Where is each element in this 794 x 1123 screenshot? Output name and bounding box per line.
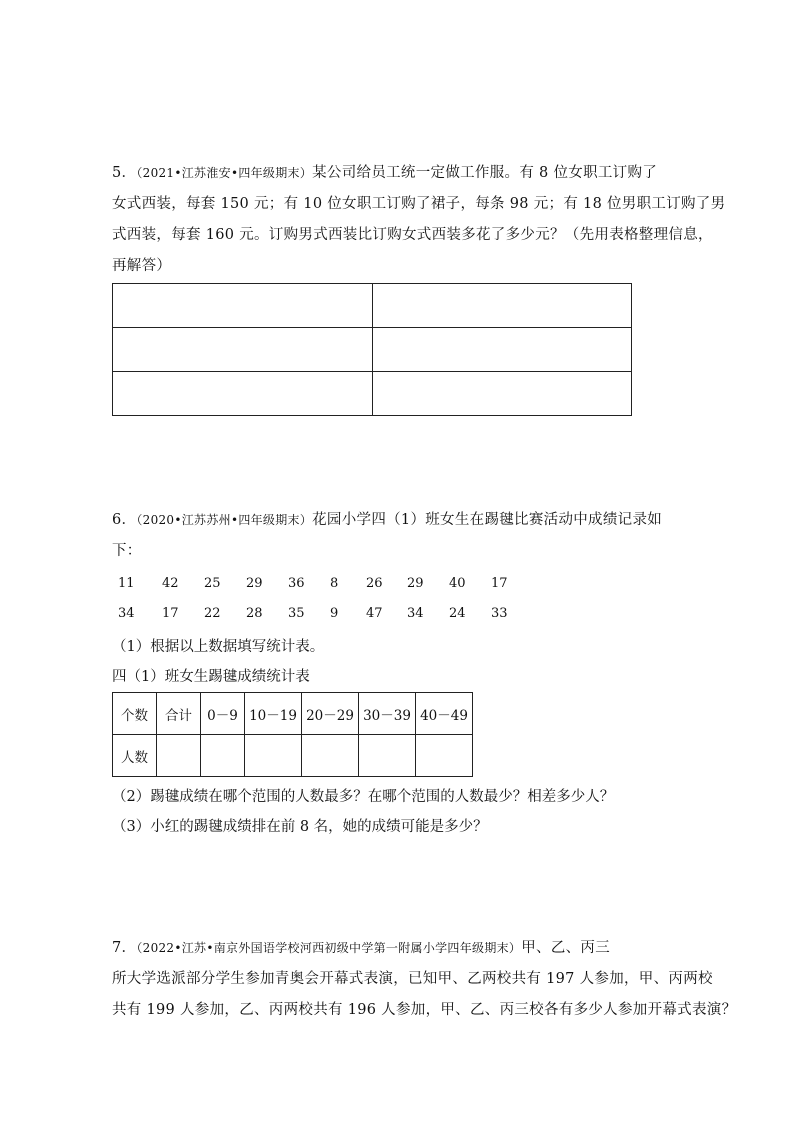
table-cell[interactable] [372,328,632,372]
table-cell[interactable] [372,284,632,328]
data-value: 22 [204,606,221,621]
table-header-cell: 20－29 [302,693,359,735]
question-6-part-2: （2）踢毽成绩在哪个范围的人数最多？在哪个范围的人数最少？相差多少人？ [112,789,615,805]
question-6-line-1 [112,505,672,536]
table-header-cell: 0－9 [201,693,245,735]
data-value: 17 [491,576,508,591]
question-5-line-4: 再解答） [112,258,172,274]
table-cell[interactable] [113,328,373,372]
question-6-part-1: （1）根据以上数据填写统计表。 [112,639,325,655]
question-7-line-3: 共有 199 人参加，乙、丙两校共有 196 人参加，甲、乙、丙三校各有多少人参加开幕式表演？ [112,1002,737,1018]
question-6-part-3: （3）小红的踢毽成绩排在前 8 名，她的成绩可能是多少？ [112,819,488,835]
question-5-source: （2021•江苏淮安•四年级期末） [136,166,313,180]
data-value: 36 [288,576,305,591]
answer-cell[interactable] [201,735,245,777]
table-row [113,284,632,328]
table-header-cell: 合计 [157,693,201,735]
table-header-cell: 40－49 [416,693,473,735]
table-row [113,735,473,777]
data-value: 8 [330,576,339,591]
data-value: 17 [162,606,179,621]
answer-cell[interactable] [245,735,302,777]
data-value: 25 [204,576,221,591]
data-value: 9 [330,606,339,621]
data-value: 35 [288,606,305,621]
question-6-stats-table [112,692,473,777]
table-header-cell: 30－39 [359,693,416,735]
data-value: 34 [407,606,424,621]
data-value: 47 [366,606,383,621]
answer-cell[interactable] [359,735,416,777]
table-row [113,372,632,416]
table-row [113,328,632,372]
question-6-line-2: 下： [112,543,142,559]
data-value: 42 [162,576,179,591]
question-6-table-title: 四（1）班女生踢毽成绩统计表 [112,669,310,685]
data-value: 29 [246,576,263,591]
table-header-cell: 10－19 [245,693,302,735]
question-7-line-2: 所大学选派部分学生参加青奥会开幕式表演，已知甲、乙两校共有 197 人参加，甲、丙两校 [112,971,713,987]
data-value: 28 [246,606,263,621]
question-7-source: （2022•江苏•南京外国语学校河西初级中学第一附属小学四年级期末） [136,941,522,955]
answer-cell[interactable] [302,735,359,777]
question-5-line-1 [112,158,672,189]
question-5-line-2: 女式西装，每套 150 元；有 10 位女职工订购了裙子，每条 98 元；有 18 位男职工订购了男 [112,196,726,212]
answer-cell[interactable] [416,735,473,777]
question-5 [112,158,726,282]
data-value: 11 [118,576,135,591]
question-7-number: 7． [112,940,137,956]
question-6-text-1: 花园小学四（1）班女生在踢毽比赛活动中成绩记录如 [312,512,663,528]
question-7-line-1 [112,933,672,964]
data-value: 40 [449,576,466,591]
question-7 [112,933,737,1026]
data-value: 34 [118,606,135,621]
answer-cell[interactable] [157,735,201,777]
question-7-text-1: 甲、乙、丙三 [521,940,611,956]
table-cell[interactable] [113,372,373,416]
question-6-number: 6． [112,512,137,528]
table-cell[interactable] [372,372,632,416]
data-value: 29 [407,576,424,591]
table-header-cell: 个数 [113,693,157,735]
question-5-text-1: 某公司给员工统一定做工作服。有 8 位女职工订购了 [312,165,658,181]
table-row [113,693,473,735]
question-6-source: （2020•江苏苏州•四年级期末） [136,513,313,527]
data-value: 26 [366,576,383,591]
data-value: 24 [449,606,466,621]
question-5-number: 5． [112,165,137,181]
question-5-table [112,283,632,416]
question-6 [112,505,672,567]
table-cell[interactable] [113,284,373,328]
question-5-line-3: 式西装，每套 160 元。订购男式西装比订购女式西装多花了多少元？（先用表格整理信息， [112,227,713,243]
data-value: 33 [491,606,508,621]
table-row-label: 人数 [113,735,157,777]
